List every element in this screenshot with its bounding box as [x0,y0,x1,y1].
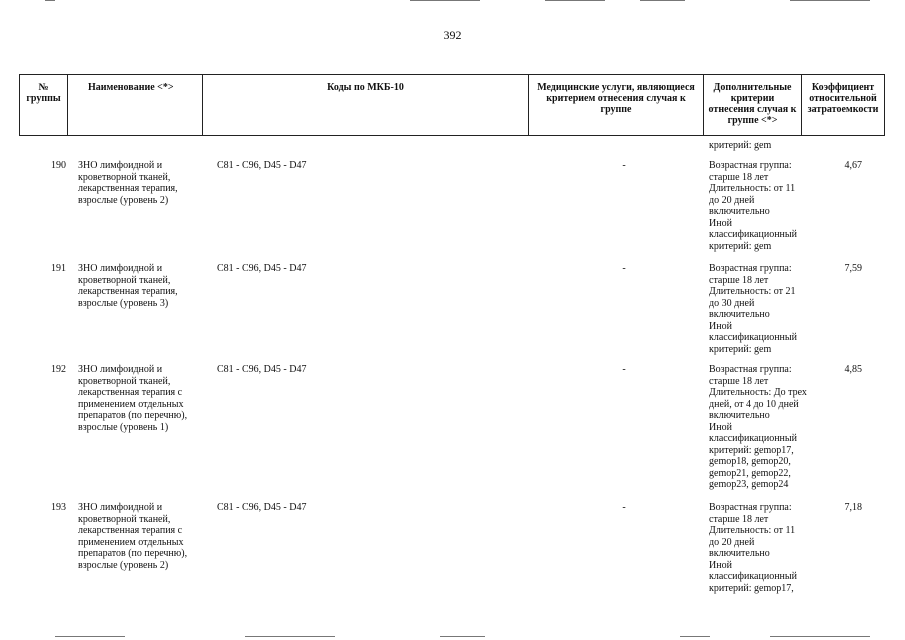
bottom-rule-3 [440,636,485,637]
cost-coefficient: 4,85 [844,364,862,375]
header-icd-codes: Коды по МКБ-10 [203,75,529,136]
medical-services: - [622,502,626,513]
additional-criteria: Возрастная группа: старше 18 лет Длительность: от 11 до 20 дней включительно Иной классификационный критерий: gem [709,160,797,252]
cost-coefficient: 7,18 [844,502,862,513]
top-rule-3 [640,0,685,1]
group-number: 193 [51,502,66,513]
bottom-rule-5 [770,636,870,637]
icd-codes: C81 - C96, D45 - D47 [217,160,307,171]
icd-codes: C81 - C96, D45 - D47 [217,502,307,513]
bottom-rule-1 [55,636,125,637]
top-rule-2 [545,0,605,1]
group-name: ЗНО лимфоидной и кроветворной тканей, лекарственная терапия, взрослые (уровень 3) [78,263,178,309]
top-rule-left [45,0,55,1]
bottom-rule-4 [680,636,710,637]
cost-coefficient: 4,67 [844,160,862,171]
top-rule-1 [410,0,480,1]
medical-services: - [622,364,626,375]
cost-coefficient: 7,59 [844,263,862,274]
icd-codes: C81 - C96, D45 - D47 [217,364,307,375]
icd-codes: C81 - C96, D45 - D47 [217,263,307,274]
group-number: 191 [51,263,66,274]
additional-criteria: Возрастная группа: старше 18 лет Длительность: До трех дней, от 4 до 10 дней включительно Иной классификационный критерий: gemop17, gemop18, gemop20, gemop21, gemop22, gemop23, gemop24 [709,364,807,490]
carryover-text: критерий: gem [709,140,772,151]
page-number: 392 [443,28,462,42]
table-header [19,74,885,136]
header-additional-criteria: Дополнительные критерии отнесения случая к группе <*> [704,75,802,136]
header-row [20,75,885,136]
group-name: ЗНО лимфоидной и кроветворной тканей, лекарственная терапия, взрослые (уровень 2) [78,160,178,206]
header-cost-coefficient: Коэффициент относительной затратоемкости [802,75,885,136]
header-medical-services: Медицинские услуги, являющиеся критерием отнесения случая к группе [529,75,704,136]
additional-criteria: Возрастная группа: старше 18 лет Длительность: от 11 до 20 дней включительно Иной классификационный критерий: gemop17, [709,502,797,594]
group-number: 192 [51,364,66,375]
additional-criteria: Возрастная группа: старше 18 лет Длительность: от 21 до 30 дней включительно Иной классификационный критерий: gem [709,263,797,355]
bottom-rule-2 [245,636,335,637]
medical-services: - [622,263,626,274]
header-name: Наименование <*> [68,75,203,136]
group-name: ЗНО лимфоидной и кроветворной тканей, лекарственная терапия с применением отдельных препаратов (по перечню), взрослые (уровень 1) [78,364,188,433]
top-rule-4 [790,0,870,1]
medical-services: - [622,160,626,171]
group-number: 190 [51,160,66,171]
group-name: ЗНО лимфоидной и кроветворной тканей, лекарственная терапия с применением отдельных препаратов (по перечню), взрослые (уровень 2) [78,502,188,571]
header-group-number: № группы [20,75,68,136]
